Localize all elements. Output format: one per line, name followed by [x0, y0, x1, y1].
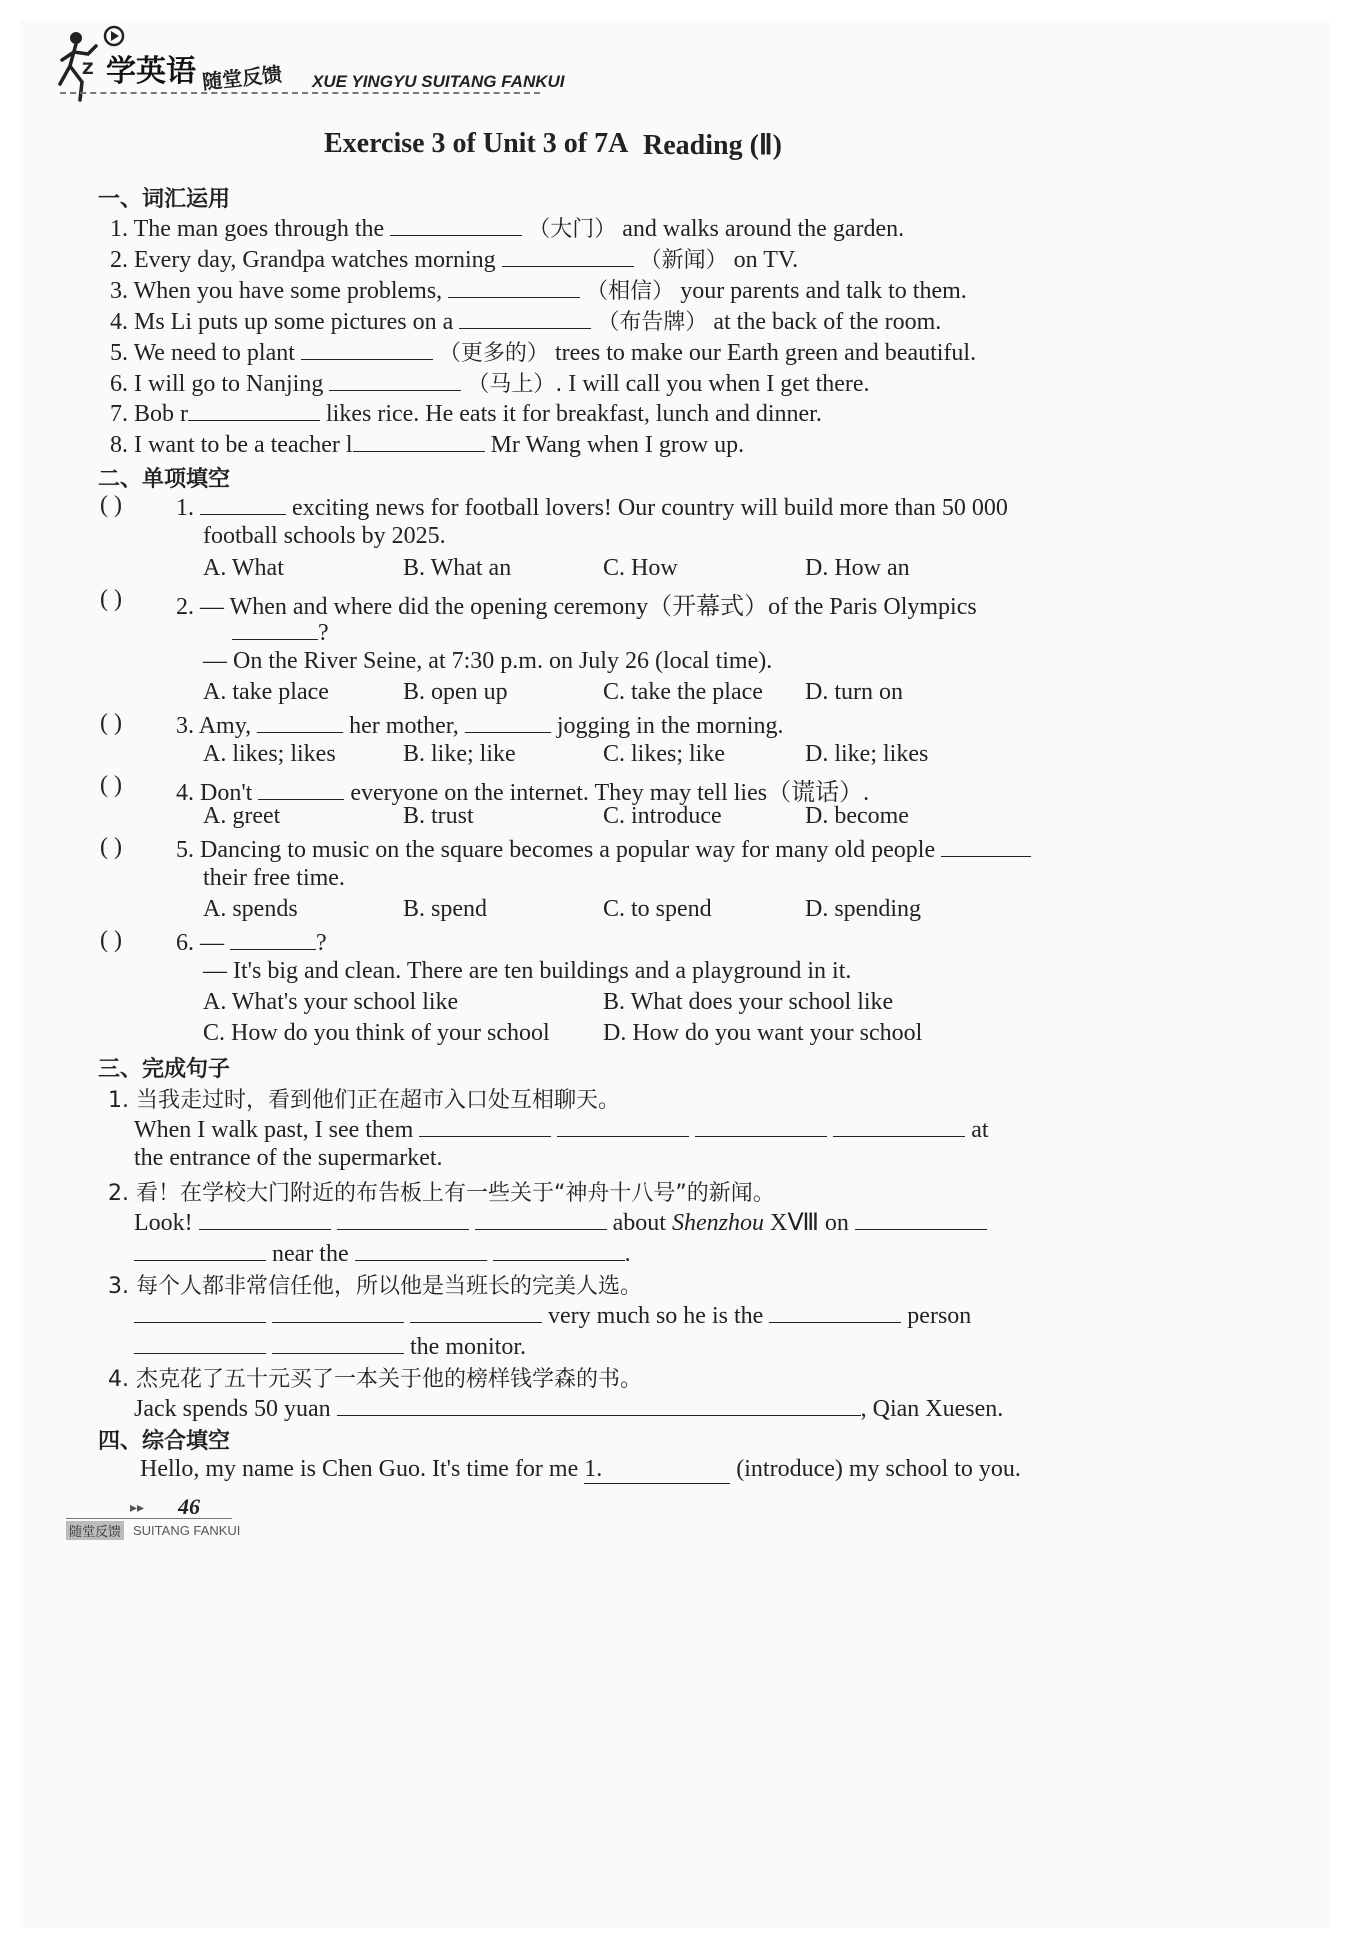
sentence-line: the monitor.: [134, 1331, 526, 1361]
answer-blank[interactable]: [257, 710, 343, 733]
answer-blank[interactable]: [502, 244, 634, 267]
answer-blank[interactable]: [493, 1238, 625, 1261]
option-d[interactable]: D. How do you want your school: [603, 1020, 923, 1046]
answer-blank[interactable]: [199, 1207, 331, 1230]
answer-blank[interactable]: [232, 617, 318, 640]
answer-blank[interactable]: [200, 492, 286, 515]
vocab-item: 2. Every day, Grandpa watches morning （新闻） on TV.: [110, 243, 798, 274]
option-b[interactable]: B. like; like: [403, 741, 516, 767]
answer-blank[interactable]: [230, 927, 316, 950]
answer-blank[interactable]: [272, 1300, 404, 1323]
answer-blank[interactable]: [258, 777, 344, 800]
answer-blank[interactable]: [941, 834, 1031, 857]
option-c[interactable]: C. likes; like: [603, 741, 725, 767]
option-c[interactable]: C. How: [603, 555, 678, 581]
sentence-line: the entrance of the supermarket.: [134, 1145, 443, 1171]
mc-question: 4. Don't everyone on the internet. They may tell lies（谎话）.: [176, 772, 869, 807]
answer-blank[interactable]: [769, 1300, 901, 1323]
svg-text:Z: Z: [82, 59, 94, 78]
footer-tag: 随堂反馈: [66, 1521, 124, 1540]
option-c[interactable]: C. take the place: [603, 679, 763, 705]
sentence-line: very much so he is the person: [134, 1300, 971, 1330]
answer-blank[interactable]: [353, 429, 485, 452]
answer-blank[interactable]: [695, 1114, 827, 1137]
option-b[interactable]: B. What an: [403, 555, 512, 581]
answer-blank[interactable]: [465, 710, 551, 733]
vocab-item: 7. Bob r likes rice. He eats it for breakfast, lunch and dinner.: [110, 398, 822, 428]
header-divider: [60, 92, 540, 94]
option-a[interactable]: A. spends: [203, 896, 298, 922]
section-heading: 四、综合填空: [98, 1429, 231, 1454]
section-heading: 三、完成句子: [98, 1057, 231, 1082]
vocab-item: 1. The man goes through the （大门） and walks around the garden.: [110, 212, 904, 243]
answer-blank[interactable]: [337, 1207, 469, 1230]
answer-blank[interactable]: [329, 368, 461, 391]
brand-title: 学英语: [106, 54, 196, 89]
answer-blank[interactable]: [134, 1238, 266, 1261]
option-c[interactable]: C. to spend: [603, 896, 712, 922]
cn-prompt: 1. 当我走过时，看到他们正在超市入口处互相聊天。: [108, 1088, 620, 1113]
option-b[interactable]: B. trust: [403, 803, 474, 829]
question-text: football schools by 2025.: [203, 523, 446, 549]
option-a[interactable]: A. likes; likes: [203, 741, 336, 767]
answer-blank[interactable]: 1.: [584, 1456, 730, 1484]
page-number: 46: [178, 1494, 200, 1519]
answer-blank[interactable]: [134, 1331, 266, 1354]
page-title-reading: Reading (Ⅱ): [643, 130, 783, 161]
option-b[interactable]: B. What does your school like: [603, 989, 894, 1015]
mc-question: 1. exciting news for football lovers! Our country will build more than 50 000: [176, 492, 1008, 522]
option-d[interactable]: D. spending: [805, 896, 921, 922]
vocab-item: 6. I will go to Nanjing （马上）. I will call you when I get there.: [110, 367, 870, 398]
footer-tag-en: SUITANG FANKUI: [133, 1523, 241, 1538]
answer-blank[interactable]: [833, 1114, 965, 1137]
answer-blank[interactable]: [410, 1300, 542, 1323]
answer-blank[interactable]: [448, 275, 580, 298]
mc-question: 3. Amy, her mother, jogging in the morning.: [176, 710, 783, 740]
answer-blank[interactable]: [337, 1393, 861, 1416]
answer-paren[interactable]: ( ): [100, 586, 122, 612]
answer-paren[interactable]: ( ): [100, 710, 122, 736]
option-d[interactable]: D. How an: [805, 555, 910, 581]
vocab-item: 3. When you have some problems, （相信） your parents and talk to them.: [110, 274, 967, 305]
option-a[interactable]: A. take place: [203, 679, 329, 705]
answer-blank[interactable]: [855, 1207, 987, 1230]
answer-blank[interactable]: [557, 1114, 689, 1137]
answer-blank[interactable]: [272, 1331, 404, 1354]
mc-question: 6. — ?: [176, 927, 327, 957]
sentence-line: Jack spends 50 yuan , Qian Xuesen.: [134, 1393, 1003, 1423]
answer-paren[interactable]: ( ): [100, 927, 122, 953]
answer-blank[interactable]: [355, 1238, 487, 1261]
option-d[interactable]: D. turn on: [805, 679, 903, 705]
answer-blank[interactable]: [301, 337, 433, 360]
mc-question: 5. Dancing to music on the square becomes a popular way for many old people: [176, 834, 1031, 864]
vocab-item: 8. I want to be a teacher l Mr Wang when I grow up.: [110, 429, 744, 459]
option-a[interactable]: A. What: [203, 555, 284, 581]
answer-blank[interactable]: [134, 1300, 266, 1323]
option-b[interactable]: B. spend: [403, 896, 487, 922]
arrow-icon: ▸▸: [130, 1500, 145, 1516]
brand-pinyin: XUE YINGYU SUITANG FANKUI: [312, 72, 565, 91]
sentence-line: near the .: [134, 1238, 631, 1268]
answer-blank[interactable]: [459, 306, 591, 329]
answer-blank[interactable]: [419, 1114, 551, 1137]
option-a[interactable]: A. What's your school like: [203, 989, 459, 1015]
cn-prompt: 4. 杰克花了五十元买了一本关于他的榜样钱学森的书。: [108, 1367, 642, 1392]
cloze-line: Hello, my name is Chen Guo. It's time for me 1. (introduce) my school to you.: [140, 1456, 1021, 1482]
cn-prompt: 2. 看！在学校大门附近的布告板上有一些关于“神舟十八号”的新闻。: [108, 1181, 775, 1206]
section-heading: 一、词汇运用: [98, 187, 231, 212]
brand-subtitle: 随堂反馈: [201, 61, 284, 95]
question-blank-line: ?: [232, 617, 329, 647]
sentence-line: Look! about Shenzhou XⅧ on: [134, 1207, 987, 1237]
cn-prompt: 3. 每个人都非常信任他，所以他是当班长的完美人选。: [108, 1274, 642, 1299]
answer-paren[interactable]: ( ): [100, 492, 122, 518]
option-a[interactable]: A. greet: [203, 803, 281, 829]
option-b[interactable]: B. open up: [403, 679, 508, 705]
option-d[interactable]: D. like; likes: [805, 741, 929, 767]
footer-divider: [66, 1518, 232, 1519]
vocab-item: 5. We need to plant （更多的） trees to make our Earth green and beautiful.: [110, 336, 976, 367]
option-d[interactable]: D. become: [805, 803, 909, 829]
section-heading: 二、单项填空: [98, 467, 231, 492]
mc-question: 2. — When and where did the opening ceremony（开幕式）of the Paris Olympics: [176, 594, 977, 620]
question-text: their free time.: [203, 865, 345, 891]
option-c[interactable]: C. How do you think of your school: [203, 1020, 550, 1046]
option-c[interactable]: C. introduce: [603, 803, 722, 829]
answer-blank[interactable]: [475, 1207, 607, 1230]
answer-paren[interactable]: ( ): [100, 834, 122, 860]
sentence-line: When I walk past, I see them at: [134, 1114, 989, 1144]
page-title: Exercise 3 of Unit 3 of 7A: [324, 128, 629, 159]
dialogue-answer: — On the River Seine, at 7:30 p.m. on July 26 (local time).: [203, 648, 773, 674]
dialogue-answer: — It's big and clean. There are ten buildings and a playground in it.: [203, 958, 852, 984]
answer-blank[interactable]: [390, 213, 522, 236]
vocab-item: 4. Ms Li puts up some pictures on a （布告牌） at the back of the room.: [110, 305, 941, 336]
answer-paren[interactable]: ( ): [100, 772, 122, 798]
answer-blank[interactable]: [188, 398, 320, 421]
